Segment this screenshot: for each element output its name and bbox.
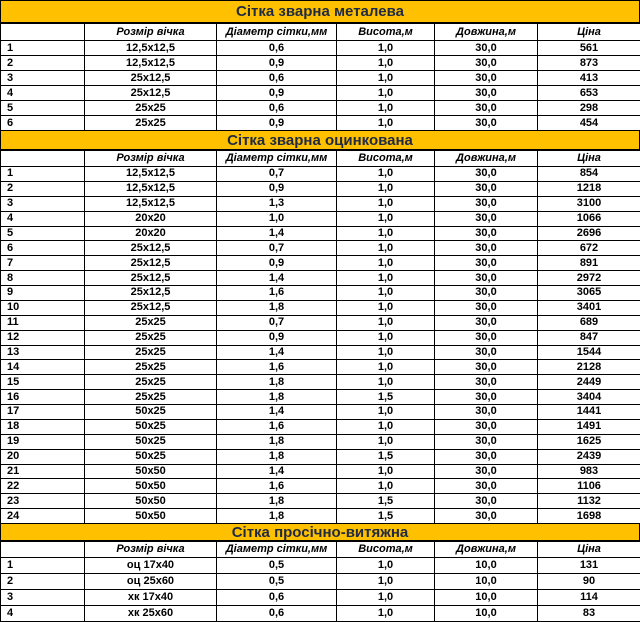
length-cell: 30,0 (435, 286, 538, 301)
height-cell: 1,5 (337, 449, 435, 464)
length-cell: 30,0 (435, 390, 538, 405)
row-number-cell: 10 (1, 300, 85, 315)
row-number-cell: 2 (1, 56, 85, 71)
length-cell: 30,0 (435, 71, 538, 86)
column-header: Висота,м (337, 542, 435, 558)
table-row (1, 494, 640, 509)
welded-galvanized-table (0, 150, 640, 524)
table-row (1, 300, 640, 315)
row-number-cell: 3 (1, 196, 85, 211)
wire-diameter-cell: 0,7 (217, 241, 337, 256)
column-header: Розмір вічка (85, 151, 217, 167)
table-row (1, 390, 640, 405)
row-number-cell: 6 (1, 116, 85, 131)
table-row (1, 449, 640, 464)
row-number-cell: 19 (1, 434, 85, 449)
row-number-cell: 2 (1, 181, 85, 196)
price-cell: 454 (538, 116, 640, 131)
table-row (1, 574, 640, 590)
column-header: Ціна (538, 151, 640, 167)
table-row (1, 196, 640, 211)
price-cell: 90 (538, 574, 640, 590)
price-cell: 2449 (538, 375, 640, 390)
mesh-size-cell: 25x12,5 (85, 241, 217, 256)
length-cell: 30,0 (435, 271, 538, 286)
mesh-size-cell: хк 17x40 (85, 590, 217, 606)
table-row (1, 315, 640, 330)
length-cell: 30,0 (435, 330, 538, 345)
header-row (1, 151, 640, 167)
mesh-size-cell: 25x25 (85, 345, 217, 360)
length-cell: 30,0 (435, 116, 538, 131)
column-header (1, 151, 85, 167)
length-cell: 30,0 (435, 405, 538, 420)
height-cell: 1,0 (337, 116, 435, 131)
wire-diameter-cell: 1,4 (217, 226, 337, 241)
table-row (1, 434, 640, 449)
length-cell: 10,0 (435, 558, 538, 574)
table-row (1, 167, 640, 182)
row-number-cell: 8 (1, 271, 85, 286)
mesh-size-cell: 25x25 (85, 390, 217, 405)
table-row (1, 360, 640, 375)
wire-diameter-cell: 0,6 (217, 41, 337, 56)
table-row (1, 345, 640, 360)
column-header: Ціна (538, 542, 640, 558)
length-cell: 30,0 (435, 300, 538, 315)
length-cell: 30,0 (435, 196, 538, 211)
table-row (1, 419, 640, 434)
wire-diameter-cell: 0,6 (217, 71, 337, 86)
table-row (1, 86, 640, 101)
wire-diameter-cell: 1,8 (217, 509, 337, 524)
mesh-size-cell: 50x25 (85, 419, 217, 434)
row-number-cell: 20 (1, 449, 85, 464)
length-cell: 10,0 (435, 606, 538, 622)
mesh-size-cell: 12,5x12,5 (85, 56, 217, 71)
price-cell: 1491 (538, 419, 640, 434)
row-number-cell: 1 (1, 558, 85, 574)
table-row (1, 606, 640, 622)
welded-metal-table (0, 23, 640, 131)
price-cell: 3404 (538, 390, 640, 405)
height-cell: 1,0 (337, 286, 435, 301)
mesh-size-cell: 25x25 (85, 330, 217, 345)
price-cell: 413 (538, 71, 640, 86)
table-row (1, 101, 640, 116)
wire-diameter-cell: 0,9 (217, 181, 337, 196)
row-number-cell: 14 (1, 360, 85, 375)
length-cell: 10,0 (435, 590, 538, 606)
length-cell: 30,0 (435, 256, 538, 271)
length-cell: 30,0 (435, 360, 538, 375)
row-number-cell: 4 (1, 86, 85, 101)
row-number-cell: 2 (1, 574, 85, 590)
height-cell: 1,0 (337, 256, 435, 271)
length-cell: 30,0 (435, 434, 538, 449)
column-header: Діаметр сітки,мм (217, 24, 337, 41)
height-cell: 1,0 (337, 375, 435, 390)
row-number-cell: 13 (1, 345, 85, 360)
wire-diameter-cell: 1,8 (217, 434, 337, 449)
height-cell: 1,5 (337, 509, 435, 524)
length-cell: 30,0 (435, 315, 538, 330)
length-cell: 30,0 (435, 86, 538, 101)
row-number-cell: 1 (1, 167, 85, 182)
row-number-cell: 4 (1, 211, 85, 226)
wire-diameter-cell: 1,8 (217, 375, 337, 390)
height-cell: 1,0 (337, 211, 435, 226)
mesh-size-cell: 25x25 (85, 375, 217, 390)
mesh-size-cell: 50x50 (85, 479, 217, 494)
section-title-welded-metal: Сітка зварна металева (0, 0, 640, 23)
table-row (1, 71, 640, 86)
wire-diameter-cell: 1,6 (217, 419, 337, 434)
table-row (1, 405, 640, 420)
table-row (1, 41, 640, 56)
height-cell: 1,0 (337, 196, 435, 211)
mesh-size-cell: 25x12,5 (85, 71, 217, 86)
wire-diameter-cell: 0,9 (217, 330, 337, 345)
price-cell: 3401 (538, 300, 640, 315)
wire-diameter-cell: 0,9 (217, 116, 337, 131)
mesh-size-cell: 25x25 (85, 315, 217, 330)
row-number-cell: 11 (1, 315, 85, 330)
height-cell: 1,0 (337, 167, 435, 182)
wire-diameter-cell: 1,4 (217, 405, 337, 420)
wire-diameter-cell: 1,3 (217, 196, 337, 211)
length-cell: 30,0 (435, 226, 538, 241)
wire-diameter-cell: 1,0 (217, 211, 337, 226)
column-header: Довжина,м (435, 151, 538, 167)
row-number-cell: 24 (1, 509, 85, 524)
height-cell: 1,0 (337, 479, 435, 494)
wire-diameter-cell: 1,8 (217, 494, 337, 509)
height-cell: 1,0 (337, 181, 435, 196)
mesh-size-cell: 25x12,5 (85, 271, 217, 286)
column-header: Висота,м (337, 24, 435, 41)
column-header: Розмір вічка (85, 24, 217, 41)
length-cell: 30,0 (435, 449, 538, 464)
row-number-cell: 3 (1, 590, 85, 606)
table-row (1, 56, 640, 71)
table-row (1, 330, 640, 345)
height-cell: 1,0 (337, 405, 435, 420)
mesh-size-cell: 25x25 (85, 101, 217, 116)
height-cell: 1,0 (337, 226, 435, 241)
table-row (1, 558, 640, 574)
price-cell: 2696 (538, 226, 640, 241)
price-cell: 1441 (538, 405, 640, 420)
length-cell: 30,0 (435, 345, 538, 360)
price-cell: 1106 (538, 479, 640, 494)
wire-diameter-cell: 1,6 (217, 360, 337, 375)
row-number-cell: 1 (1, 41, 85, 56)
height-cell: 1,0 (337, 419, 435, 434)
table-row (1, 226, 640, 241)
height-cell: 1,0 (337, 558, 435, 574)
section-title-welded-galvanized: Сітка зварна оцинкована (0, 130, 640, 150)
table-row (1, 211, 640, 226)
wire-diameter-cell: 0,7 (217, 315, 337, 330)
price-cell: 561 (538, 41, 640, 56)
wire-diameter-cell: 0,5 (217, 574, 337, 590)
table-row (1, 256, 640, 271)
wire-diameter-cell: 1,6 (217, 286, 337, 301)
price-cell: 2972 (538, 271, 640, 286)
length-cell: 30,0 (435, 464, 538, 479)
length-cell: 30,0 (435, 101, 538, 116)
wire-diameter-cell: 0,6 (217, 590, 337, 606)
height-cell: 1,0 (337, 434, 435, 449)
mesh-size-cell: 50x25 (85, 449, 217, 464)
wire-diameter-cell: 0,7 (217, 167, 337, 182)
row-number-cell: 15 (1, 375, 85, 390)
row-number-cell: 5 (1, 226, 85, 241)
length-cell: 30,0 (435, 41, 538, 56)
column-header: Діаметр сітки,мм (217, 151, 337, 167)
price-cell: 1625 (538, 434, 640, 449)
wire-diameter-cell: 1,4 (217, 271, 337, 286)
price-cell: 2439 (538, 449, 640, 464)
height-cell: 1,0 (337, 360, 435, 375)
price-cell: 891 (538, 256, 640, 271)
row-number-cell: 7 (1, 256, 85, 271)
column-header: Висота,м (337, 151, 435, 167)
mesh-size-cell: 25x25 (85, 116, 217, 131)
price-cell: 1698 (538, 509, 640, 524)
table-row (1, 271, 640, 286)
mesh-size-cell: 20x20 (85, 226, 217, 241)
mesh-size-cell: 50x50 (85, 494, 217, 509)
column-header (1, 24, 85, 41)
wire-diameter-cell: 0,9 (217, 56, 337, 71)
price-cell: 854 (538, 167, 640, 182)
price-cell: 983 (538, 464, 640, 479)
height-cell: 1,0 (337, 101, 435, 116)
row-number-cell: 21 (1, 464, 85, 479)
length-cell: 30,0 (435, 509, 538, 524)
length-cell: 30,0 (435, 167, 538, 182)
mesh-size-cell: 25x12,5 (85, 86, 217, 101)
row-number-cell: 12 (1, 330, 85, 345)
price-cell: 114 (538, 590, 640, 606)
height-cell: 1,5 (337, 494, 435, 509)
mesh-size-cell: 12,5x12,5 (85, 196, 217, 211)
mesh-size-cell: 50x25 (85, 405, 217, 420)
mesh-size-cell: оц 25x60 (85, 574, 217, 590)
column-header: Довжина,м (435, 24, 538, 41)
wire-diameter-cell: 1,8 (217, 449, 337, 464)
price-cell: 873 (538, 56, 640, 71)
length-cell: 30,0 (435, 181, 538, 196)
row-number-cell: 22 (1, 479, 85, 494)
wire-diameter-cell: 0,6 (217, 606, 337, 622)
mesh-size-cell: 25x25 (85, 360, 217, 375)
row-number-cell: 5 (1, 101, 85, 116)
wire-diameter-cell: 0,5 (217, 558, 337, 574)
mesh-size-cell: 50x50 (85, 509, 217, 524)
mesh-size-cell: хк 25x60 (85, 606, 217, 622)
row-number-cell: 3 (1, 71, 85, 86)
row-number-cell: 23 (1, 494, 85, 509)
mesh-size-cell: оц 17x40 (85, 558, 217, 574)
wire-diameter-cell: 0,9 (217, 86, 337, 101)
price-cell: 131 (538, 558, 640, 574)
table-row (1, 241, 640, 256)
column-header: Довжина,м (435, 542, 538, 558)
height-cell: 1,0 (337, 41, 435, 56)
price-cell: 672 (538, 241, 640, 256)
length-cell: 30,0 (435, 479, 538, 494)
mesh-size-cell: 12,5x12,5 (85, 41, 217, 56)
mesh-size-cell: 50x25 (85, 434, 217, 449)
price-cell: 847 (538, 330, 640, 345)
row-number-cell: 18 (1, 419, 85, 434)
column-header: Ціна (538, 24, 640, 41)
mesh-size-cell: 12,5x12,5 (85, 181, 217, 196)
wire-diameter-cell: 1,8 (217, 390, 337, 405)
row-number-cell: 6 (1, 241, 85, 256)
table-row (1, 286, 640, 301)
mesh-size-cell: 25x12,5 (85, 256, 217, 271)
table-row (1, 375, 640, 390)
wire-diameter-cell: 1,6 (217, 479, 337, 494)
height-cell: 1,0 (337, 590, 435, 606)
price-cell: 1066 (538, 211, 640, 226)
height-cell: 1,0 (337, 56, 435, 71)
price-cell: 83 (538, 606, 640, 622)
height-cell: 1,0 (337, 241, 435, 256)
height-cell: 1,0 (337, 345, 435, 360)
height-cell: 1,0 (337, 71, 435, 86)
price-cell: 3100 (538, 196, 640, 211)
height-cell: 1,0 (337, 606, 435, 622)
table-row (1, 116, 640, 131)
length-cell: 10,0 (435, 574, 538, 590)
height-cell: 1,5 (337, 390, 435, 405)
wire-diameter-cell: 0,9 (217, 256, 337, 271)
price-cell: 653 (538, 86, 640, 101)
mesh-size-cell: 25x12,5 (85, 286, 217, 301)
price-cell: 689 (538, 315, 640, 330)
wire-diameter-cell: 1,8 (217, 300, 337, 315)
height-cell: 1,0 (337, 574, 435, 590)
header-row (1, 24, 640, 41)
height-cell: 1,0 (337, 330, 435, 345)
price-cell: 1544 (538, 345, 640, 360)
height-cell: 1,0 (337, 315, 435, 330)
table-row (1, 181, 640, 196)
header-row (1, 542, 640, 558)
price-cell: 3065 (538, 286, 640, 301)
mesh-size-cell: 12,5x12,5 (85, 167, 217, 182)
row-number-cell: 4 (1, 606, 85, 622)
height-cell: 1,0 (337, 464, 435, 479)
mesh-size-cell: 50x50 (85, 464, 217, 479)
wire-diameter-cell: 1,4 (217, 464, 337, 479)
table-row (1, 509, 640, 524)
row-number-cell: 9 (1, 286, 85, 301)
row-number-cell: 17 (1, 405, 85, 420)
table-row (1, 479, 640, 494)
table-row (1, 464, 640, 479)
column-header: Діаметр сітки,мм (217, 542, 337, 558)
expanded-mesh-table (0, 541, 640, 622)
length-cell: 30,0 (435, 241, 538, 256)
column-header (1, 542, 85, 558)
length-cell: 30,0 (435, 56, 538, 71)
price-cell: 1218 (538, 181, 640, 196)
wire-diameter-cell: 1,4 (217, 345, 337, 360)
mesh-size-cell: 20x20 (85, 211, 217, 226)
length-cell: 30,0 (435, 211, 538, 226)
height-cell: 1,0 (337, 300, 435, 315)
length-cell: 30,0 (435, 494, 538, 509)
price-cell: 1132 (538, 494, 640, 509)
price-cell: 2128 (538, 360, 640, 375)
wire-diameter-cell: 0,6 (217, 101, 337, 116)
price-cell: 298 (538, 101, 640, 116)
length-cell: 30,0 (435, 375, 538, 390)
height-cell: 1,0 (337, 271, 435, 286)
row-number-cell: 16 (1, 390, 85, 405)
mesh-size-cell: 25x12,5 (85, 300, 217, 315)
height-cell: 1,0 (337, 86, 435, 101)
section-title-expanded-mesh: Сітка просічно-витяжна (0, 523, 640, 541)
column-header: Розмір вічка (85, 542, 217, 558)
table-row (1, 590, 640, 606)
length-cell: 30,0 (435, 419, 538, 434)
